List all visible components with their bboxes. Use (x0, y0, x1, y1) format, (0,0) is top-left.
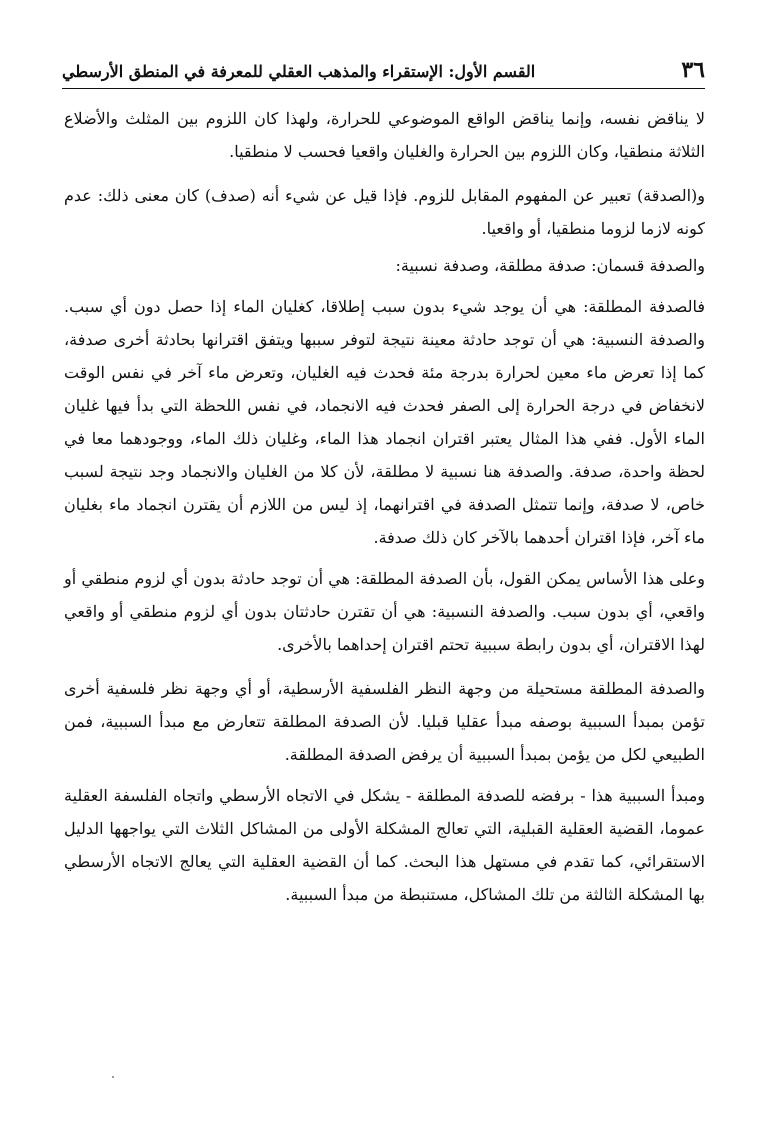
paragraph: ومبدأ السببية هذا - برفضه للصدفة المطلقة - يشكل في الاتجاه الأرسطي واتجاه الفلسفة العقلية عموما، القضية العقلية القبلية، التي تعالج المشكلة الأولى من المشاكل الثلاث التي يواجهها الدليل الاستقرائي، كما تقدم في مستهل هذا البحث. كما أن القضية العقلية التي يعالج الاتجاه الأرسطي بها المشكلة الثالثة من تلك المشاكل، مستنبطة من مبدأ السببية. (64, 786, 706, 904)
paragraph: فالصدفة المطلقة: هي أن يوجد شيء بدون سبب إطلاقا، كغليان الماء إذا حصل دون أي سبب. والصدفة النسبية: هي أن توجد حادثة معينة نتيجة لتوفر سببها ويتفق اقترانها بحادثة أخرى صدفة، كما إذا تعرض ماء معين لحرارة بدرجة مئة فحدث فيه الغليان، وتعرض ماء آخر في نفس الوقت لانخفاض في درجة الحرارة إلى الصفر فحدث فيه الانجماد، في نفس اللحظة التي بدأ فيها غليان الماء الأول. ففي هذا المثال يعتبر اقتران انجماد هذا الماء، وغليان ذلك الماء، ووجودهما معا في لحظة واحدة، صدفة. والصدفة هنا نسبية لا مطلقة، لأن كلا من الغليان والانجماد وجد نتيجة لسبب خاص، لا صدفة، وإنما تتمثل الصدفة في اقترانهما، إذ ليس من اللازم أن يقترن انجماد ماء بغليان ماء آخر، فإذا اقتران أحدهما بالآخر كان ذلك صدفة. (64, 297, 705, 547)
paragraph: والصدفة المطلقة مستحيلة من وجهة النظر الفلسفية الأرسطية، أو أي وجهة نظر فلسفية أخرى تؤمن بمبدأ السببية بوصفه مبدأ عقليا قبليا. لأن الصدفة المطلقة تتعارض مع مبدأ السببية، فمن الطبيعي لكل من يؤمن بمبدأ السببية أن يرفض الصدفة المطلقة. (64, 679, 705, 764)
paragraph: و(الصدقة) تعبير عن المفهوم المقابل للزوم. فإذا قيل عن شيء أنه (صدف) كان معنى ذلك: عدم كونه لازما لزوما منطقيا، أو واقعيا. (64, 186, 706, 238)
running-title: القسم الأول: الإستقراء والمذهب العقلي للمعرفة في المنطق الأرسطي (62, 62, 536, 81)
page-number: ٣٦ (681, 57, 705, 83)
page-header (62, 52, 705, 89)
body-text (64, 102, 705, 911)
page-speck (112, 1076, 114, 1078)
paragraph: لا يناقض نفسه، وإنما يناقض الواقع الموضوعي للحرارة، ولهذا كان اللزوم بين المثلث والأضلاع الثلاثة منطقيا، وكان اللزوم بين الحرارة والغليان واقعيا فحسب لا منطقيا. (64, 109, 705, 161)
paragraph: وعلى هذا الأساس يمكن القول، بأن الصدفة المطلقة: هي أن توجد حادثة بدون أي لزوم منطقي أو واقعي، أي بدون سبب. والصدفة النسبية: هي أن تقترن حادثتان بدون أي لزوم منطقي أو واقعي لهذا الاقتران، أي بدون رابطة سببية تحتم اقتران إحداهما بالأخرى. (64, 569, 705, 654)
paragraph: والصدفة قسمان: صدفة مطلقة، وصدفة نسبية: (395, 256, 705, 275)
